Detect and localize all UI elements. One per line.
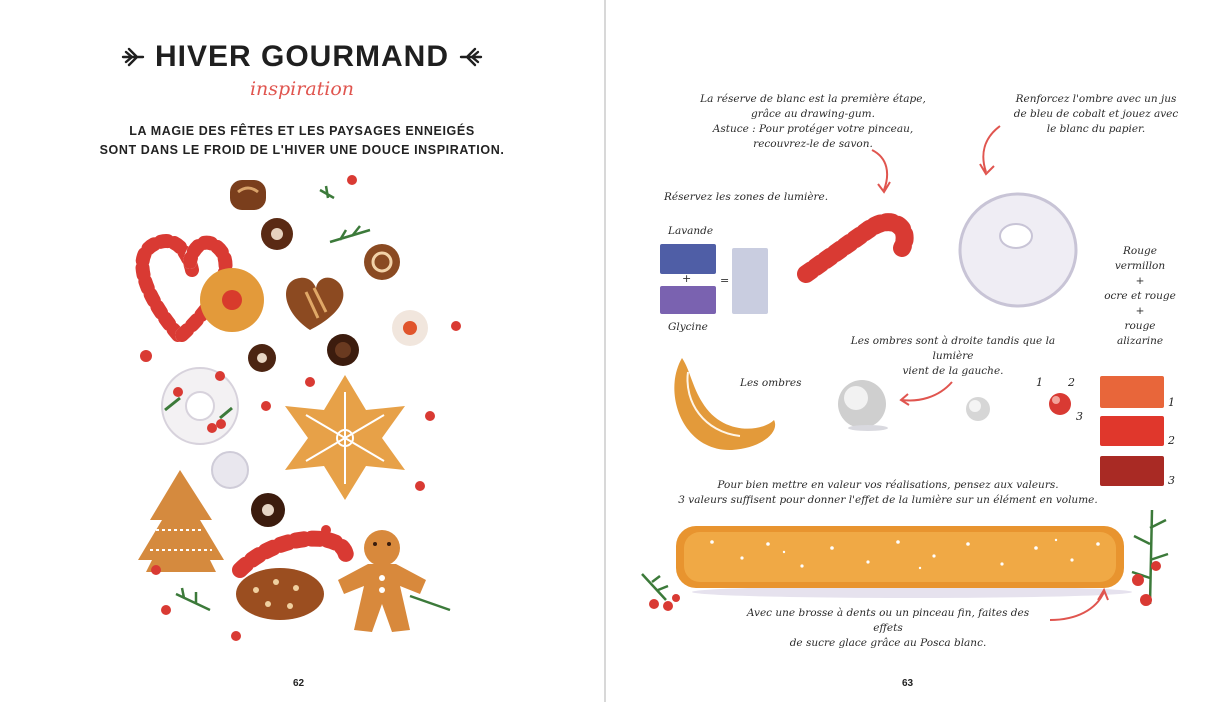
gingerbread-man <box>338 530 426 632</box>
cookies-illustration <box>120 170 480 650</box>
wreath-cookie <box>162 368 238 444</box>
chocolate-6 <box>251 493 285 527</box>
swatch-glycine <box>660 286 716 314</box>
intro-line-2: SONT DANS LE FROID DE L'HIVER UNE DOUCE INSPIRATION. <box>99 143 505 157</box>
right-page <box>606 0 1208 702</box>
note-ombres <box>838 334 1068 379</box>
holly-left-icon <box>636 570 686 614</box>
note-rouge-plus-1: + <box>1135 275 1145 287</box>
jam-cookie <box>200 268 264 332</box>
title-row <box>0 40 604 74</box>
note-renforcez <box>1006 92 1186 137</box>
chocolate-5 <box>327 334 359 366</box>
note-rouge <box>1100 244 1180 349</box>
label-lavande: Lavande <box>668 225 714 237</box>
shaded-ball-small <box>962 394 994 426</box>
ball-label-1: 1 <box>1036 376 1043 389</box>
red-value-ball <box>1046 390 1076 420</box>
shaded-ball-large <box>834 378 894 432</box>
note-brosse <box>738 606 1038 651</box>
swatch-red-3 <box>1100 456 1164 486</box>
label-les-ombres: Les ombres <box>740 377 802 389</box>
note-ombres-line-2: vient de la gauche. <box>902 365 1004 377</box>
snowball <box>212 452 248 488</box>
holly-right-icon <box>1124 508 1180 612</box>
value-number-3: 3 <box>1168 474 1175 487</box>
arrow-reserve-icon <box>868 148 898 196</box>
arrow-shadow-icon <box>898 378 954 408</box>
swatch-mix <box>732 248 768 314</box>
candy-cane-ring <box>240 539 346 570</box>
note-renforcez-line-2: de bleu de cobalt et jouez avec <box>1013 108 1179 120</box>
note-reserve-line-2: grâce au drawing-gum. <box>751 108 875 120</box>
swatch-red-1 <box>1100 376 1164 408</box>
ball-label-2: 2 <box>1068 376 1075 389</box>
dotted-cookie <box>236 568 324 620</box>
note-renforcez-line-3: le blanc du papier. <box>1046 123 1146 135</box>
chocolate-1 <box>230 180 266 210</box>
note-rouge-line-2: vermillon <box>1114 260 1166 272</box>
note-reserve-line-1: La réserve de blanc est la première étape, <box>700 93 926 105</box>
note-valeurs-line-1: Pour bien mettre en valeur vos réalisations, pensez aux valeurs. <box>717 479 1059 491</box>
right-sprig-icon <box>459 45 483 69</box>
note-valeurs <box>678 478 1098 508</box>
note-reservez: Réservez les zones de lumière. <box>664 191 829 203</box>
note-rouge-line-1: Rouge <box>1123 245 1157 257</box>
arrow-brosse-icon <box>1046 586 1110 626</box>
left-sprig-icon <box>121 45 145 69</box>
crescent-biscuit <box>662 352 786 460</box>
note-brosse-line-2: de sucre glace grâce au Posca blanc. <box>789 637 987 649</box>
chocolate-2 <box>261 218 293 250</box>
value-number-1: 1 <box>1168 396 1175 409</box>
heart-cookie <box>286 278 343 330</box>
page-number-right: 63 <box>902 678 914 689</box>
swatch-red-2 <box>1100 416 1164 446</box>
equals-sign: = <box>720 274 730 287</box>
note-reserve-line-3: Astuce : Pour protéger votre pinceau, <box>712 123 914 135</box>
note-rouge-line-3: ocre et rouge <box>1104 290 1176 302</box>
note-ombres-line-1: Les ombres sont à droite tandis que la lumière <box>850 335 1056 362</box>
note-rouge-line-4: rouge <box>1124 320 1156 332</box>
note-valeurs-line-2: 3 valeurs suffisent pour donner l'effet de la lumière sur un élément en volume. <box>678 494 1098 506</box>
note-brosse-line-1: Avec une brosse à dents ou un pinceau fin, faites des effets <box>746 607 1030 634</box>
note-renforcez-line-1: Renforcez l'ombre avec un jus <box>1015 93 1177 105</box>
chocolate-3 <box>364 244 400 280</box>
note-reserve-line-4: recouvrez-le de savon. <box>753 138 873 150</box>
flower-cookie <box>392 310 428 346</box>
tree-cookie <box>138 470 224 572</box>
page-subtitle: inspiration <box>249 78 355 100</box>
value-number-2: 2 <box>1168 434 1175 447</box>
candy-cane-sketch <box>796 204 926 284</box>
label-glycine: Glycine <box>668 321 708 333</box>
intro-line-1: LA MAGIE DES FÊTES ET LES PAYSAGES ENNEIGÉS <box>129 124 475 138</box>
white-donut-sketch <box>954 186 1084 310</box>
note-rouge-line-5: alizarine <box>1116 335 1164 347</box>
arrow-renforcez-icon <box>974 124 1004 178</box>
note-rouge-plus-2: + <box>1135 305 1145 317</box>
swatch-lavande <box>660 244 716 274</box>
page-title: HIVER GOURMAND <box>154 40 449 73</box>
ball-label-3: 3 <box>1076 410 1083 423</box>
chocolate-4 <box>248 344 276 372</box>
page-number-left: 62 <box>293 678 305 689</box>
note-reserve <box>698 92 928 152</box>
snowflake-cookie <box>285 375 405 500</box>
intro-text <box>60 122 544 160</box>
plus-sign: + <box>682 272 692 285</box>
